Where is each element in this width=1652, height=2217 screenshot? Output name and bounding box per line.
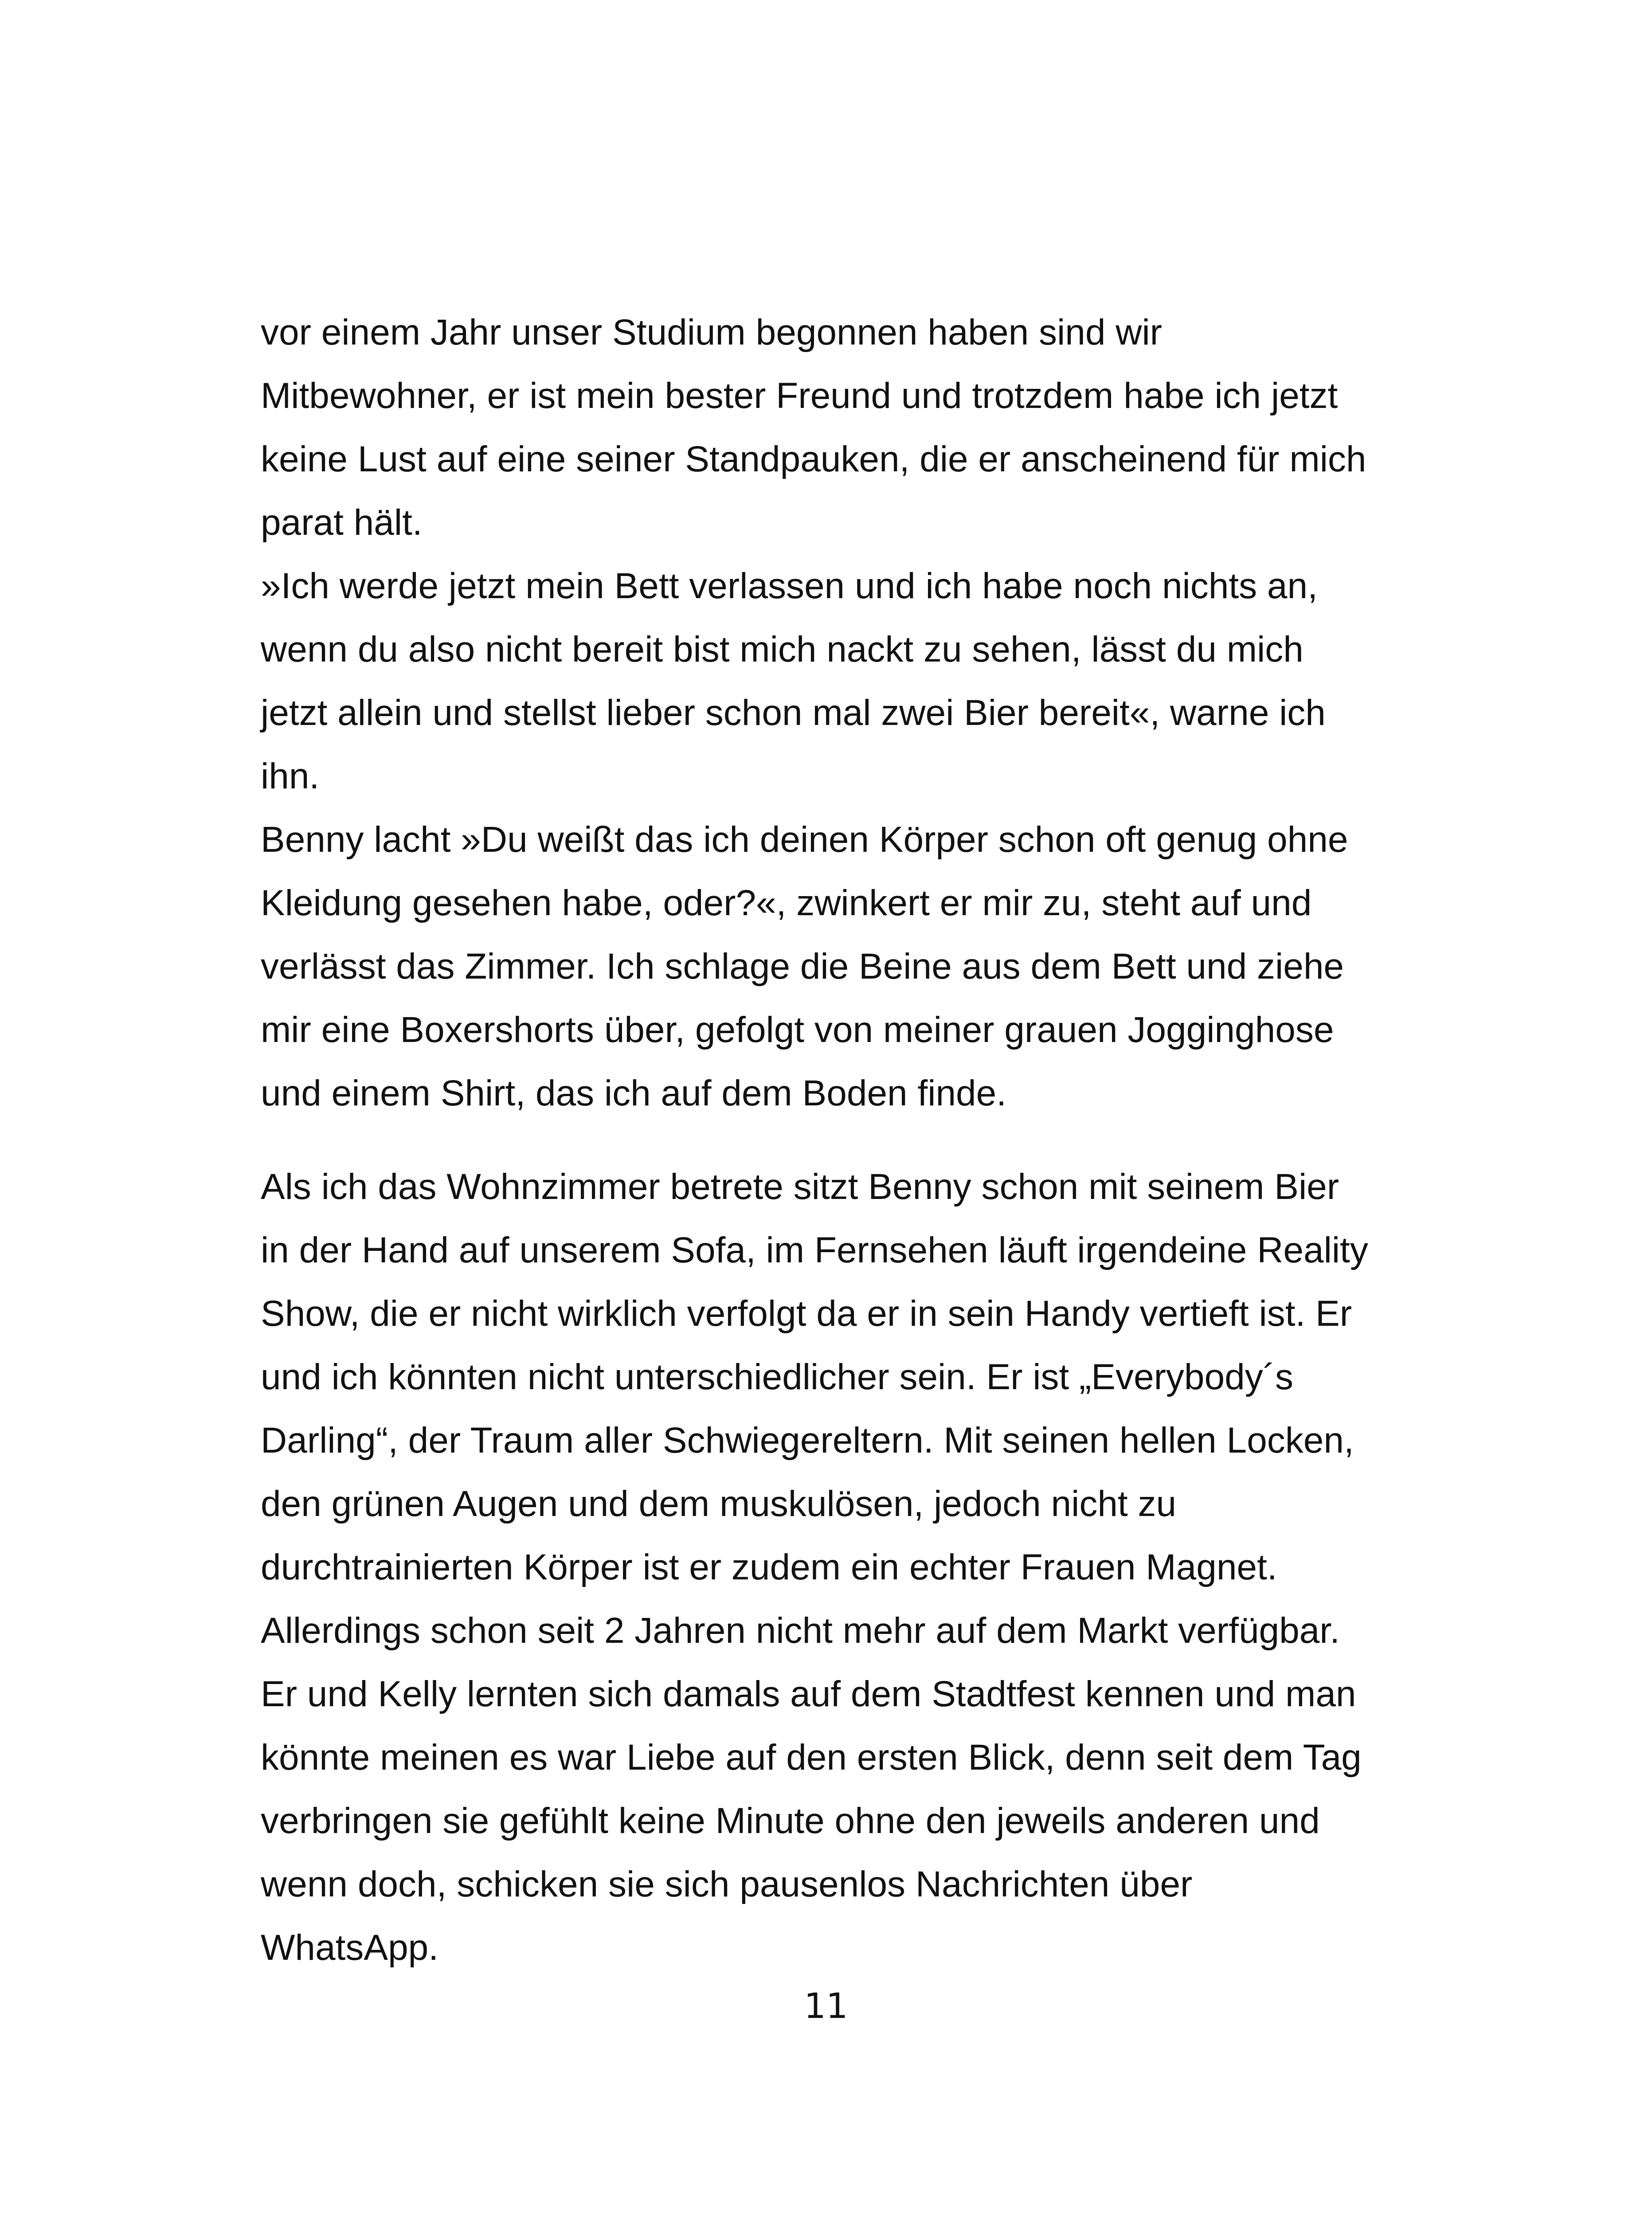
text-line: wenn du also nicht bereit bist mich nackt zu sehen, lässt du mich [261, 629, 1304, 670]
text-line: Kleidung gesehen habe, oder?«, zwinkert er mir zu, steht auf und [261, 883, 1312, 923]
paragraph-2 [261, 1155, 1396, 1979]
text-line: und einem Shirt, das ich auf dem Boden finde. [261, 1073, 1007, 1113]
text-line: »Ich werde jetzt mein Bett verlassen und ich habe noch nichts an, [261, 566, 1318, 606]
text-line: Er und Kelly lernten sich damals auf dem Stadtfest kennen und man [261, 1674, 1356, 1714]
paragraph-1 [261, 301, 1396, 1125]
text-line: verlässt das Zimmer. Ich schlage die Beine aus dem Bett und ziehe [261, 946, 1344, 987]
text-line: Benny lacht »Du weißt das ich deinen Körper schon oft genug ohne [261, 819, 1348, 860]
text-line: Show, die er nicht wirklich verfolgt da er in sein Handy vertieft ist. Er [261, 1293, 1352, 1334]
page-number: 11 [804, 1986, 848, 2026]
text-line: in der Hand auf unserem Sofa, im Fernsehen läuft irgendeine Reality [261, 1230, 1368, 1270]
text-line: WhatsApp. [261, 1927, 439, 1968]
text-line: Als ich das Wohnzimmer betrete sitzt Benny schon mit seinem Bier [261, 1167, 1339, 1207]
text-line: Darling“, der Traum aller Schwiegereltern. Mit seinen hellen Locken, [261, 1420, 1354, 1461]
text-line: ihn. [261, 756, 320, 796]
text-line: verbringen sie gefühlt keine Minute ohne den jeweils anderen und [261, 1801, 1320, 1841]
text-line: vor einem Jahr unser Studium begonnen haben sind wir [261, 312, 1162, 353]
text-line: keine Lust auf eine seiner Standpauken, die er anscheinend für mich [261, 439, 1366, 479]
text-line: und ich könnten nicht unterschiedlicher sein. Er ist „Everybody´s [261, 1357, 1294, 1397]
text-line: den grünen Augen und dem muskulösen, jedoch nicht zu [261, 1484, 1177, 1524]
text-line: Mitbewohner, er ist mein bester Freund und trotzdem habe ich jetzt [261, 376, 1338, 416]
text-line: könnte meinen es war Liebe auf den ersten Blick, denn seit dem Tag [261, 1737, 1362, 1778]
text-line: durchtrainierten Körper ist er zudem ein echter Frauen Magnet. [261, 1547, 1277, 1587]
text-line: jetzt allein und stellst lieber schon mal zwei Bier bereit«, warne ich [261, 693, 1326, 733]
text-line: Allerdings schon seit 2 Jahren nicht mehr auf dem Markt verfügbar. [261, 1610, 1340, 1651]
text-line: mir eine Boxershorts über, gefolgt von meiner grauen Jogginghose [261, 1010, 1334, 1050]
text-line: wenn doch, schicken sie sich pausenlos Nachrichten über [261, 1864, 1193, 1904]
text-line: parat hält. [261, 502, 423, 543]
